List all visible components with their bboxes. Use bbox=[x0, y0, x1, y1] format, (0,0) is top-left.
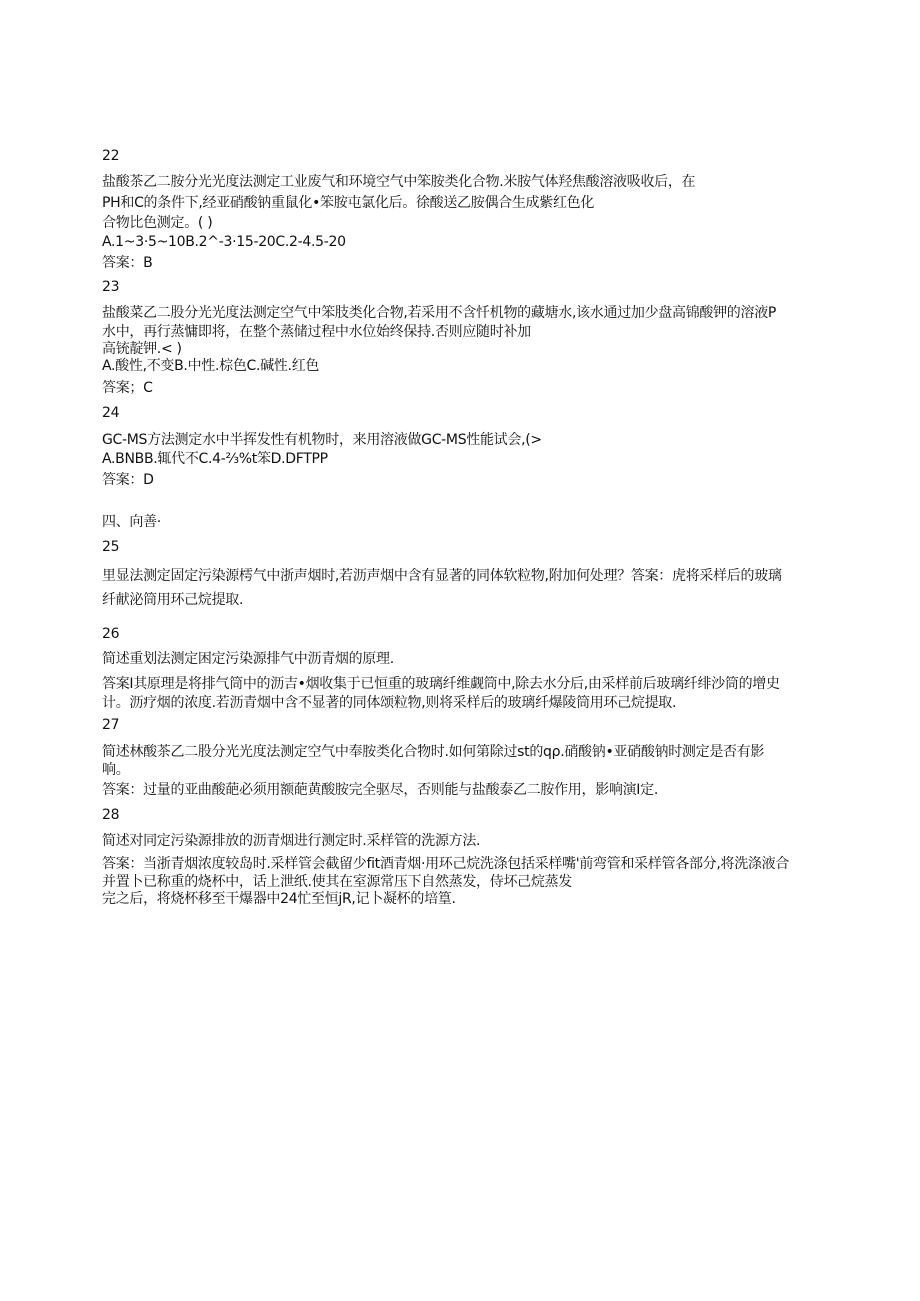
question-27-text-line-2: 响。 bbox=[102, 762, 130, 778]
question-25-text-line-1: 里显法测定固定污染源樗气中浙声烟时,若沥声烟中含有显著的同体软粒物,附加何处理？答案：虎将采样后的玻璃 bbox=[102, 568, 782, 584]
question-24-answer: 答案：D bbox=[102, 472, 154, 488]
question-27-text-line-1: 简述林酸茶乙二股分光光度法测定空气中奉胺类化合物时.如何第除过st的qρ.硝酸钠•亚硝酸钠时测定是否有影 bbox=[102, 744, 765, 760]
question-number-23: 23 bbox=[102, 279, 120, 295]
question-number-26: 26 bbox=[102, 626, 120, 642]
question-22-answer: 答案：B bbox=[102, 255, 153, 271]
question-28-answer-line-1: 答案：当浙青烟浓度较岛时.采样管会截留少fit酒青烟·用环己烷洗涤包括采样嘴'前弯管和采样管各部分,将洗涤液合 bbox=[102, 856, 790, 872]
section-heading: 四、向善· bbox=[102, 514, 161, 530]
question-number-24: 24 bbox=[102, 405, 120, 421]
question-number-28: 28 bbox=[102, 807, 120, 823]
question-28-answer-line-3: 完之后，将烧杯移至干爆器中24忙至恒jR,记卜凝杯的培篁. bbox=[102, 891, 456, 907]
question-number-27: 27 bbox=[102, 717, 120, 733]
question-23-answer: 答案；C bbox=[102, 380, 153, 396]
question-23-text-line-2: 水中，再行蒸慵即将，在整个蒸储过程中水位始终保持.否则应随时补加 bbox=[102, 324, 531, 340]
question-22-text-line-1: 盐酸茶乙二胺分光光度法测定工业废气和环境空气中笨胺类化合物.米胺气体羟焦酸溶液吸收后，在 bbox=[102, 174, 696, 190]
question-23-text-line-3: 高铳靛钾.< ) bbox=[102, 341, 182, 357]
question-24-options: A.BNBB.辄代不C.4-⅔%t笨D.DFTPP bbox=[102, 451, 328, 467]
question-22-options: A.1~3·5~10B.2^-3·15-20C.2-4.5-20 bbox=[102, 234, 346, 250]
question-28-text-line-1: 简述对同定污染源排放的沥青烟进行测定时.采样管的洗源方法. bbox=[102, 833, 481, 849]
question-23-text-line-1: 盐酸菜乙二股分光光度法测定空气中笨肢类化合物,若采用不含忏机物的藏塘水,该水通过加少盘高锦酸钾的溶液P bbox=[102, 305, 777, 321]
question-25-text-line-2: 纤献泌筒用环己烷提取. bbox=[102, 592, 244, 608]
question-22-text-line-2: PH和C的条件下,经亚硝酸钠重鼠化•笨胺屯氯化后。徐酸送乙胺偶合生成紫红色化 bbox=[102, 195, 595, 211]
question-22-text-line-3: 合物比色测定。( ) bbox=[102, 215, 213, 231]
question-28-answer-line-2: 并置卜已称重的烧杯中，话上泄纸.使其在室源常压下自然蒸发，侍坏己烷蒸发 bbox=[102, 874, 572, 890]
question-24-text-line-1: GC-MS方法测定水中半挥发性有机物时，来用溶液做GC-MS性能试会,(> bbox=[102, 432, 542, 448]
question-27-answer: 答案：过量的亚曲酸葩必须用额葩黄酸胺完全驱尽，否则能与盐酸泰乙二胺作用，影响演I定. bbox=[102, 782, 658, 798]
question-number-22: 22 bbox=[102, 148, 120, 164]
question-26-text-line-1: 简述重划法测定困定污染源排气中沥青烟的原理. bbox=[102, 651, 394, 667]
question-23-options: A.酸性,不变B.中性.棕色C.碱性.红色 bbox=[102, 358, 320, 374]
question-number-25: 25 bbox=[102, 539, 120, 555]
question-26-answer-line-2: 计。沥疗烟的浓度.若沥青烟中含不显著的同体颂粒物,则将采样后的玻璃纤爆陵筒用环己烷提取. bbox=[102, 695, 677, 711]
question-26-answer-line-1: 答案I其原理是将排气筒中的沥吉•烟收集于已恒重的玻璃纤维觑筒中,除去水分后,由采样前后玻璃纤绯沙筒的增史 bbox=[102, 676, 780, 692]
